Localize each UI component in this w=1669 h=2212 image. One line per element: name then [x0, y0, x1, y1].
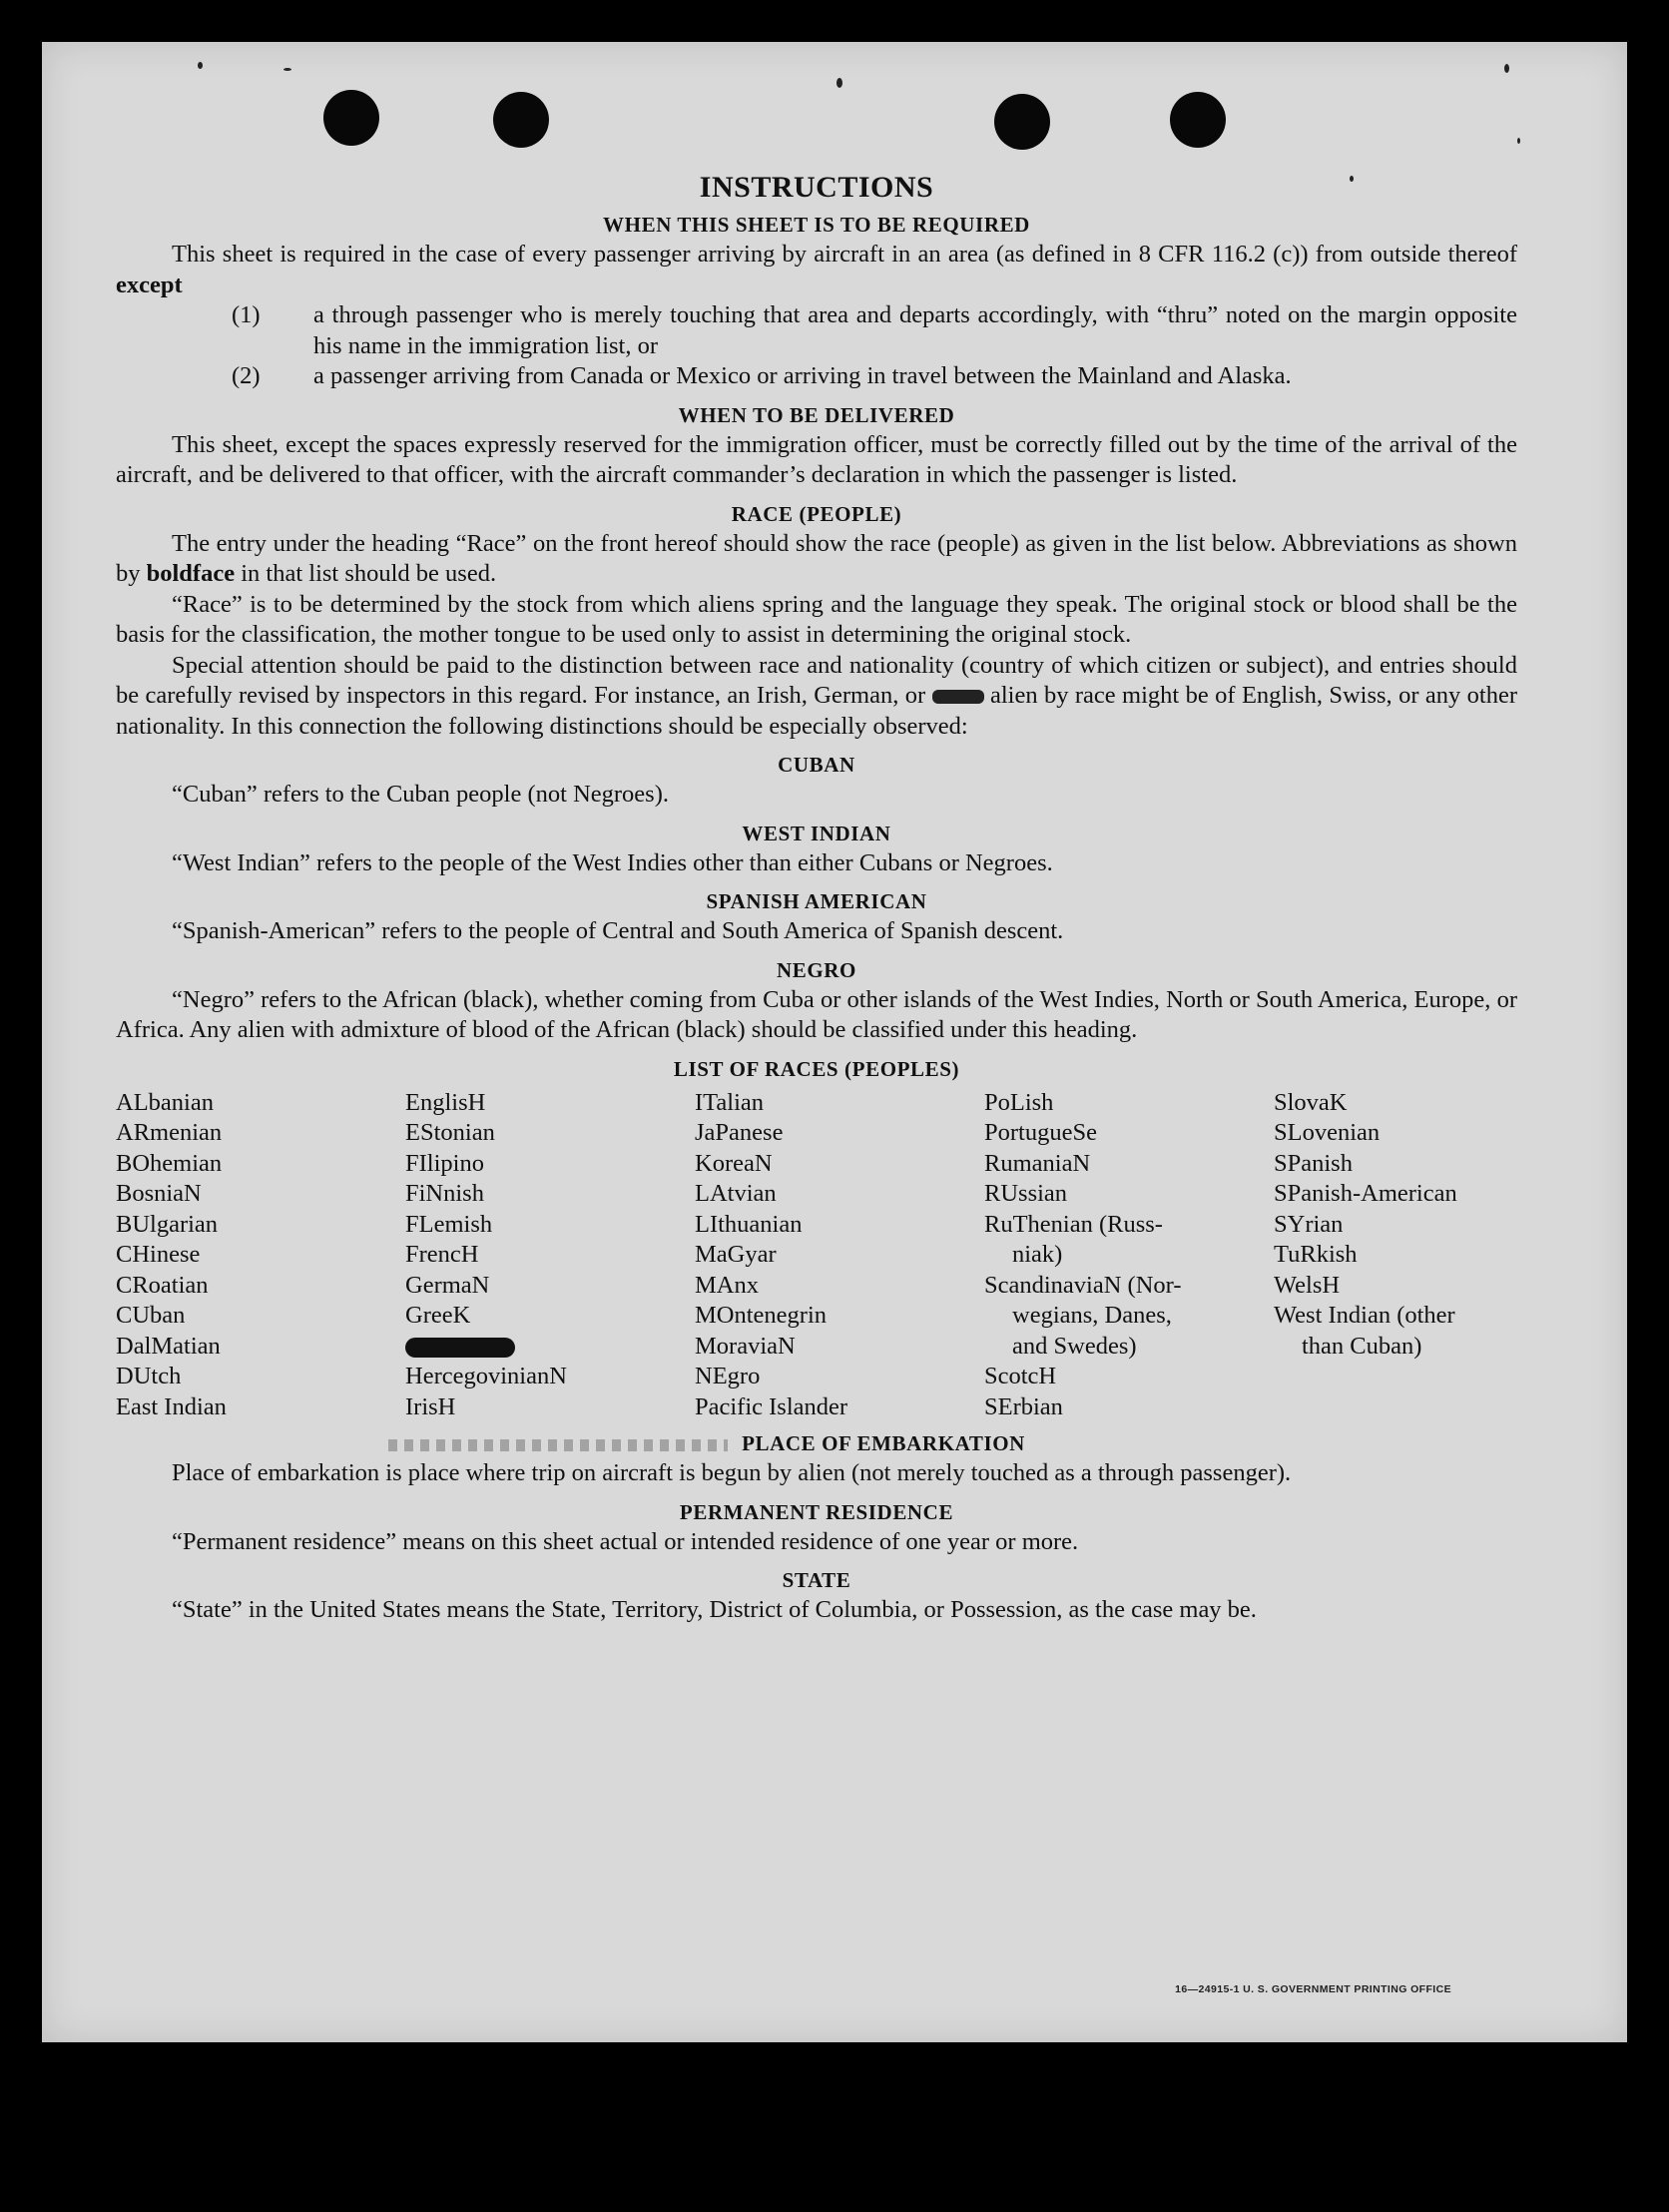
- required-intro-text: This sheet is required in the case of every passenger arriving by aircraft in an area (as defined in 8 CFR 116.2 (c)) from outside thereof: [172, 241, 1517, 268]
- speck-mark: [836, 78, 842, 88]
- race-entry: CRoatian: [116, 1271, 209, 1299]
- race-entry: EnglisH: [405, 1088, 486, 1116]
- race-entry: MoraviaN: [695, 1332, 796, 1360]
- race-entry: LIthuanian: [695, 1210, 803, 1238]
- race-column: [116, 1088, 405, 1423]
- race-entry: RuThenian (Russ-: [984, 1210, 1163, 1238]
- race-entry: EStonian: [405, 1119, 495, 1146]
- negro-text: “Negro” refers to the African (black), whether coming from Cuba or other islands of the West Indies, North or South America, Europe, or Africa. Any alien with admixture of blood of the African (black) should be classified under this heading.: [116, 985, 1517, 1043]
- document-sheet: [42, 42, 1627, 2042]
- race-entry: [405, 1332, 695, 1363]
- race-entry: ARmenian: [116, 1119, 223, 1146]
- race-entry: FLemish: [405, 1210, 493, 1238]
- race-entry: LAtvian: [695, 1180, 777, 1207]
- race-entry: HercegovinianN: [405, 1363, 567, 1389]
- race-entry: PoLish: [984, 1088, 1054, 1116]
- race-entry: SlovaK: [1274, 1088, 1348, 1116]
- race-entry: GermaN: [405, 1271, 490, 1299]
- race-column: [695, 1088, 984, 1423]
- punch-hole: [323, 90, 379, 146]
- race-entry: RUssian: [984, 1180, 1068, 1207]
- race-entry: BOhemian: [116, 1149, 223, 1177]
- instructions-content: [116, 170, 1517, 1626]
- required-intro-except: except: [116, 271, 183, 298]
- west-indian-text: “West Indian” refers to the people of the West Indies other than either Cubans or Negroes.: [172, 848, 1053, 876]
- race-entry: ScotcH: [984, 1363, 1057, 1389]
- embarkation-text: Place of embarkation is place where trip on aircraft is begun by alien (not merely touched as a through passenger).: [172, 1459, 1292, 1486]
- section-heading-cuban: CUBAN: [778, 753, 855, 777]
- required-intro: [116, 240, 1517, 300]
- race-entry: SLovenian: [1274, 1119, 1381, 1146]
- redaction-mark: [932, 690, 984, 704]
- race-entry: ITalian: [695, 1088, 765, 1116]
- exception-number: (2): [232, 362, 261, 389]
- section-heading-delivered: WHEN TO BE DELIVERED: [678, 402, 955, 427]
- race-paragraph-3: [116, 651, 1517, 743]
- race-entry: GreeK: [405, 1302, 471, 1329]
- redaction-mark: [405, 1338, 515, 1358]
- spanish-american-text: “Spanish-American” refers to the people of Central and South America of Spanish descent.: [172, 917, 1064, 944]
- exception-item: [116, 361, 1517, 392]
- embarkation-heading-text: PLACE OF EMBARKATION: [742, 1431, 1025, 1455]
- exception-number: (1): [232, 301, 261, 328]
- race-column: [405, 1088, 695, 1423]
- race-entry: DalMatian: [116, 1332, 221, 1360]
- race-entry: FIlipino: [405, 1149, 484, 1177]
- race-column: [1274, 1088, 1563, 1423]
- section-heading-race: RACE (PEOPLE): [731, 501, 902, 526]
- race-entry: MAnx: [695, 1271, 759, 1299]
- section-heading-residence: PERMANENT RESIDENCE: [679, 1499, 954, 1524]
- residence-text: “Permanent residence” means on this sheet actual or intended residence of one year or more.: [172, 1527, 1079, 1555]
- race-p3-tail: alien by race might be of English, Swiss, or any other nationality. In this connection the following distinctions should be especially observed:: [116, 682, 1517, 740]
- section-heading-state: STATE: [782, 1568, 851, 1592]
- race-entry: KoreaN: [695, 1149, 773, 1177]
- exception-text: a passenger arriving from Canada or Mexico or arriving in travel between the Mainland and Alaska.: [313, 362, 1292, 389]
- race-p1-text: The entry under the heading “Race” on the front hereof should show the race (people) as given in the list below. Abbreviations as shown by: [116, 529, 1517, 587]
- delivered-text: This sheet, except the spaces expressly reserved for the immigration officer, must be correctly filled out by the time of the arrival of the aircraft, and be delivered to that officer, with the aircraft commander’s declaration in which the passenger is listed.: [116, 430, 1517, 488]
- race-entry: SYrian: [1274, 1210, 1344, 1238]
- exception-item: [116, 300, 1517, 361]
- race-list: [116, 1088, 1517, 1423]
- race-entry: NEgro: [695, 1363, 761, 1389]
- speck-mark: [1517, 138, 1520, 144]
- race-entry: ScandinaviaN (Nor-: [984, 1271, 1182, 1299]
- section-heading-negro: NEGRO: [776, 957, 856, 982]
- race-entry: WelsH: [1274, 1271, 1341, 1299]
- race-entry: and Swedes): [1012, 1332, 1137, 1360]
- section-heading-required: WHEN THIS SHEET IS TO BE REQUIRED: [603, 213, 1030, 237]
- race-entry: SPanish-American: [1274, 1180, 1457, 1207]
- section-heading-embarkation: [116, 1428, 1517, 1458]
- race-entry: FiNnish: [405, 1180, 484, 1207]
- race-entry: wegians, Danes,: [1012, 1302, 1172, 1329]
- race-entry: than Cuban): [1302, 1332, 1422, 1360]
- punch-hole: [994, 94, 1050, 150]
- race-entry: CUban: [116, 1302, 186, 1329]
- section-heading-west-indian: WEST INDIAN: [742, 821, 891, 845]
- race-p1-tail: in that list should be used.: [235, 560, 497, 587]
- race-entry: DUtch: [116, 1363, 182, 1389]
- race-p3-text: Special attention should be paid to the distinction between race and nationality (country of which citizen or subject), and entries should be carefully revised by inspectors in this regard. For instance, an Irish, German, or: [116, 651, 1517, 709]
- race-entry: East Indian: [116, 1392, 227, 1420]
- race-entry: BUlgarian: [116, 1210, 219, 1238]
- race-column: [984, 1088, 1274, 1423]
- race-entry: BosniaN: [116, 1180, 202, 1207]
- state-text: “State” in the United States means the State, Territory, District of Columbia, or Possession, as the case may be.: [172, 1596, 1257, 1623]
- cuban-text: “Cuban” refers to the Cuban people (not Negroes).: [172, 781, 669, 808]
- printing-office-imprint: 16—24915-1 U. S. GOVERNMENT PRINTING OFFICE: [1175, 1983, 1451, 1995]
- speck-mark: [283, 68, 291, 71]
- exception-list: [116, 300, 1517, 392]
- race-entry: PortugueSe: [984, 1119, 1097, 1146]
- speck-mark: [198, 62, 203, 69]
- race-entry: niak): [1012, 1241, 1063, 1268]
- smudge-mark: [388, 1439, 728, 1451]
- section-heading-list: LIST OF RACES (PEOPLES): [673, 1056, 960, 1081]
- race-entry: MOntenegrin: [695, 1302, 827, 1329]
- exception-text: a through passenger who is merely touching that area and departs accordingly, with “thru” noted on the margin opposite his name in the immigration list, or: [313, 301, 1517, 359]
- race-entry: IrisH: [405, 1392, 456, 1420]
- race-entry: RumaniaN: [984, 1149, 1091, 1177]
- page-title: INSTRUCTIONS: [699, 171, 934, 204]
- race-entry: Pacific Islander: [695, 1392, 848, 1420]
- race-entry: SErbian: [984, 1392, 1063, 1420]
- punch-hole: [493, 92, 549, 148]
- race-entry: MaGyar: [695, 1241, 777, 1268]
- race-paragraph-1: [116, 529, 1517, 590]
- speck-mark: [1504, 64, 1509, 73]
- race-p1-boldface: boldface: [146, 560, 236, 587]
- race-paragraph-2: “Race” is to be determined by the stock from which aliens spring and the language they speak. The original stock or blood shall be the basis for the classification, the mother tongue to be used only to assist in determining the original stock.: [116, 590, 1517, 648]
- race-entry: CHinese: [116, 1241, 201, 1268]
- section-heading-spanish-american: SPANISH AMERICAN: [706, 889, 927, 913]
- race-entry: SPanish: [1274, 1149, 1353, 1177]
- race-entry: TuRkish: [1274, 1241, 1358, 1268]
- race-entry: ALbanian: [116, 1088, 214, 1116]
- race-entry: West Indian (other: [1274, 1302, 1455, 1329]
- race-entry: FrencH: [405, 1241, 479, 1268]
- race-entry: JaPanese: [695, 1119, 784, 1146]
- punch-hole: [1170, 92, 1226, 148]
